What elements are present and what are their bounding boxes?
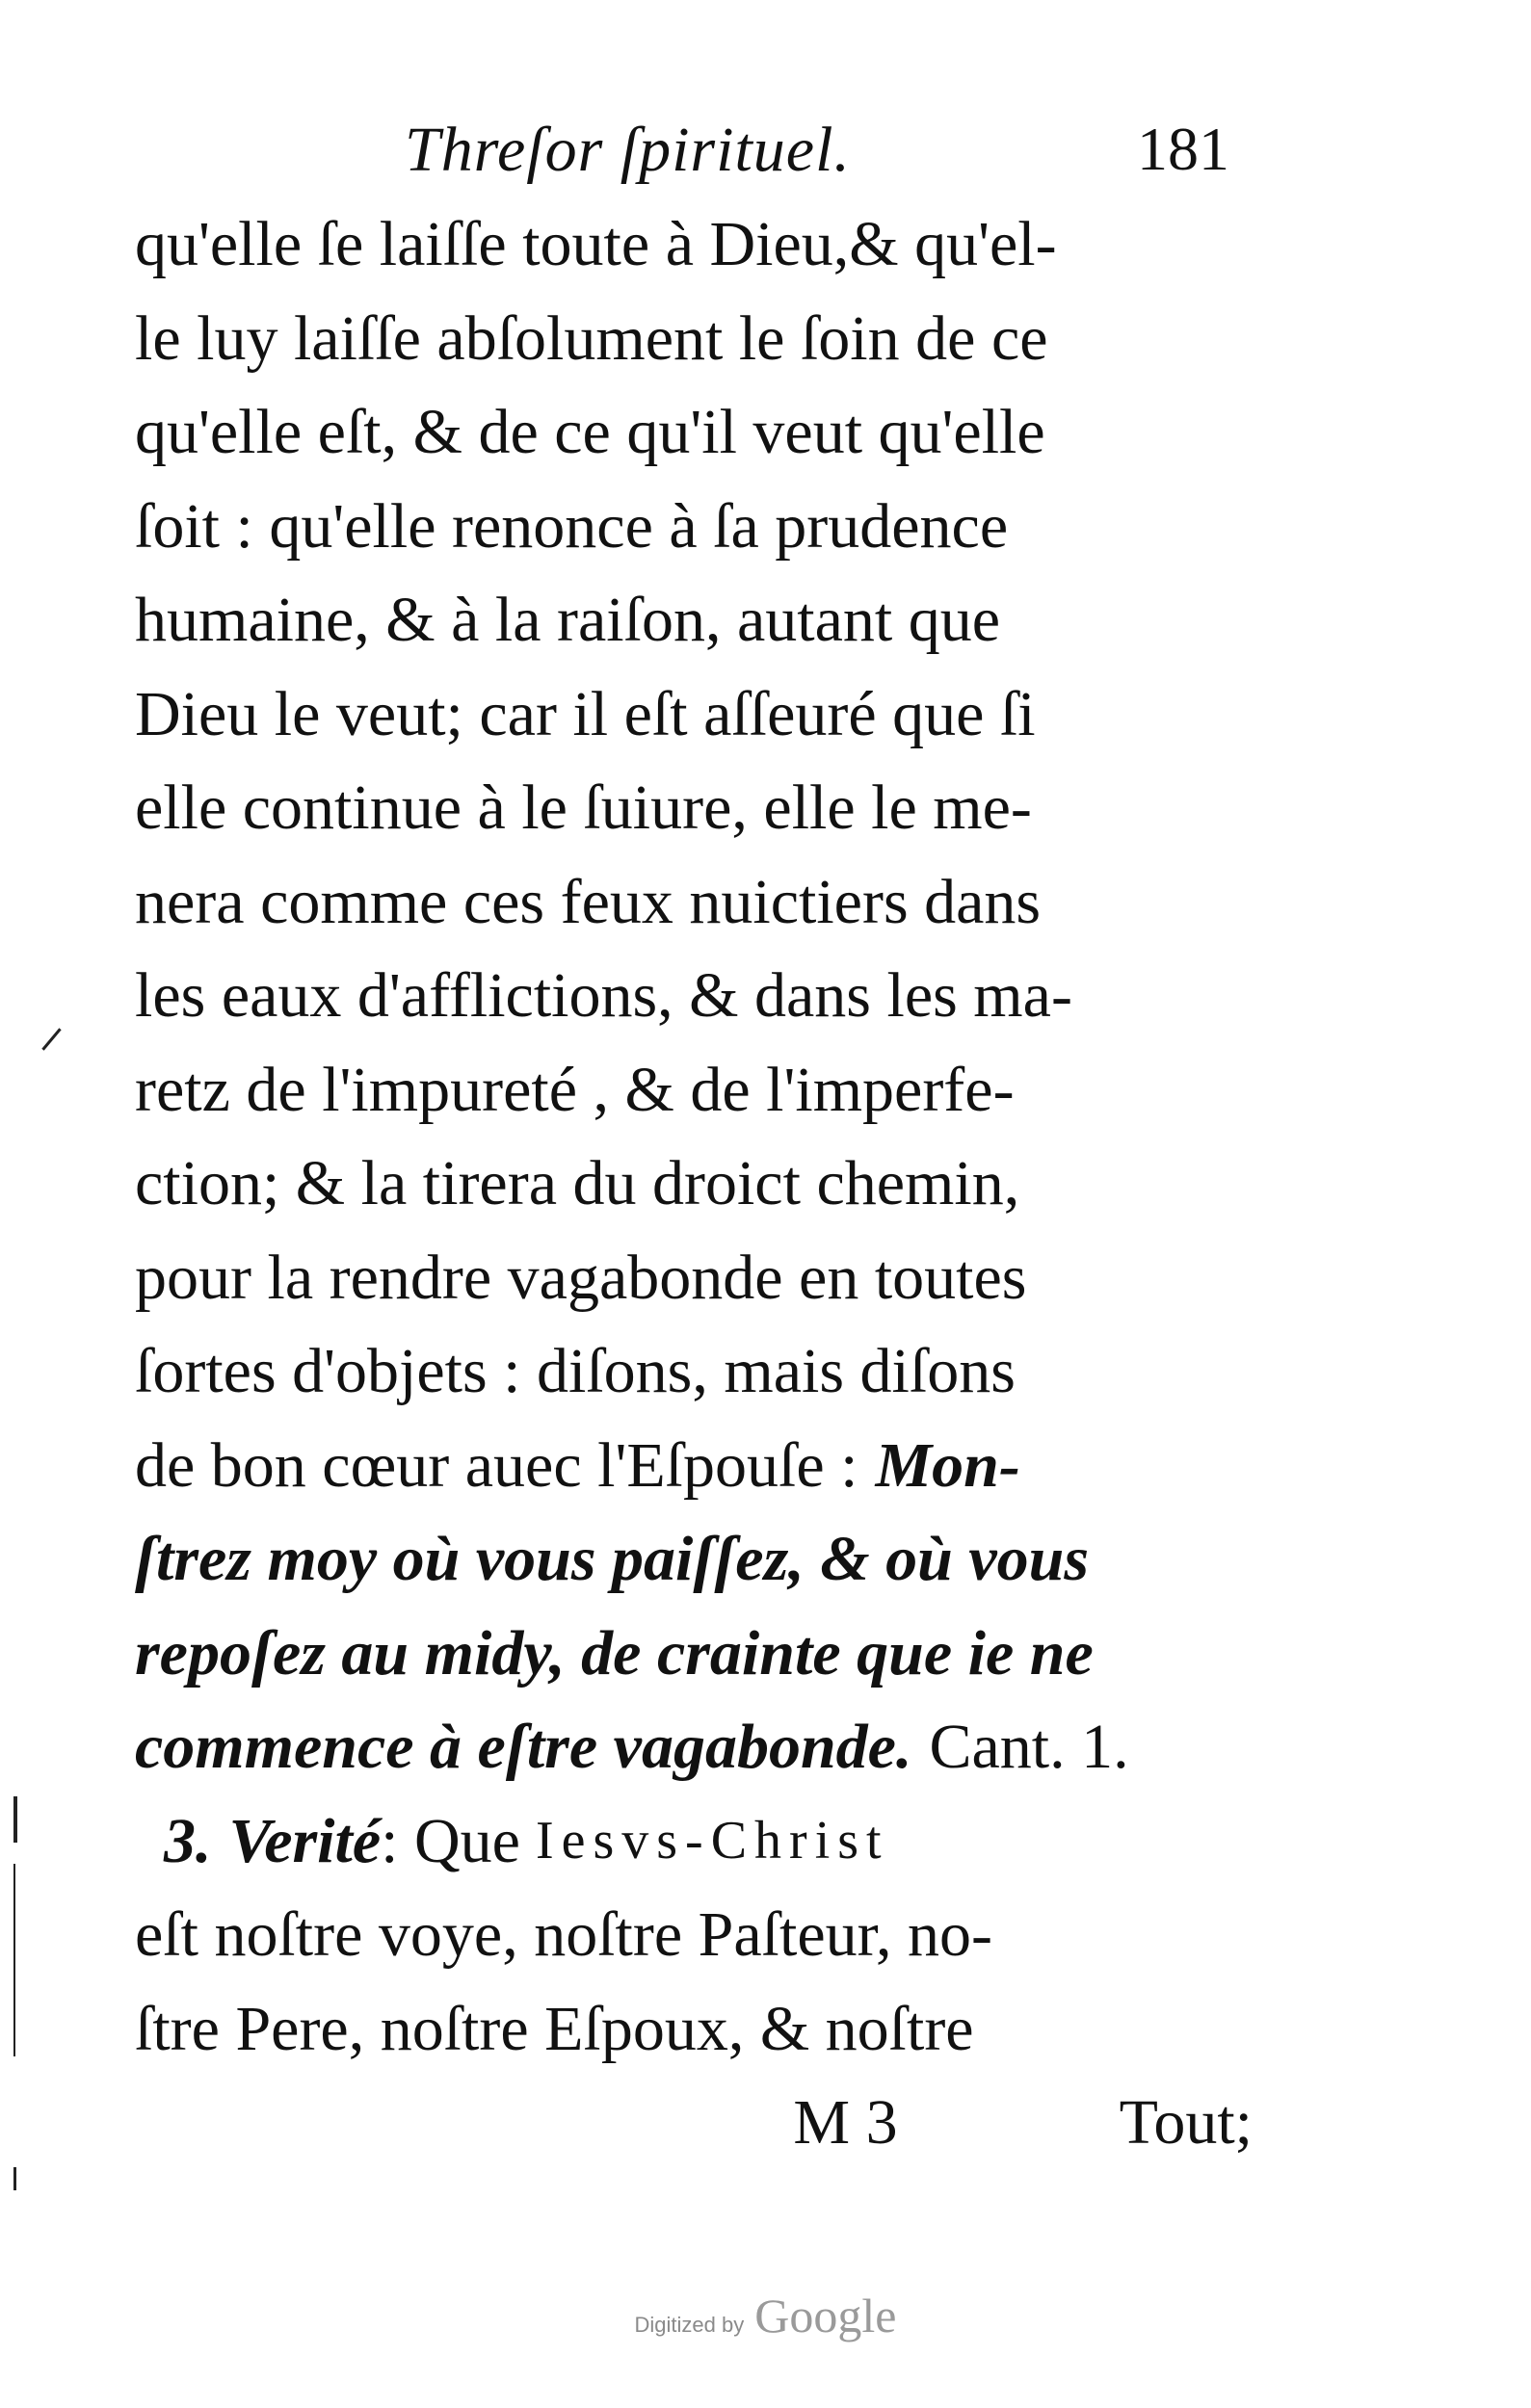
text-line: le luy laiſſe abſolument le ſoin de ce	[135, 302, 1048, 374]
text-line: ſoit : qu'elle renonce à ſa prudence	[135, 490, 1009, 562]
citation: Cant. 1.	[929, 1712, 1129, 1782]
text-line: nera comme ces feux nuictiers dans	[135, 866, 1042, 937]
signature-mark: M 3	[793, 2087, 898, 2158]
page-number: 181	[1137, 115, 1229, 183]
text-line: ction; & la tirera du droict chemin,	[135, 1148, 1020, 1218]
name-smallcaps: Iesvs-Christ	[535, 1810, 889, 1871]
italic-line: ſtrez moy où vous paiſſez, & où vous	[135, 1524, 1089, 1594]
roman-text: : Que	[381, 1805, 520, 1876]
running-head	[405, 114, 1272, 191]
italic-line: repoſez au midy, de crainte que ie ne	[135, 1617, 1094, 1688]
google-logo: Google	[754, 2289, 897, 2343]
text-line: qu'elle eſt, & de ce qu'il veut qu'elle	[135, 397, 1045, 467]
text-line: elle continue à le ſuiure, elle le me-	[135, 772, 1032, 843]
italic-text: Mon-	[875, 1429, 1020, 1501]
text-line: qu'elle ſe laiſſe toute à Dieu,& qu'el-	[135, 209, 1057, 279]
running-title: Threſor ſpirituel.	[405, 115, 851, 185]
text-line: humaine, & à la raiſon, autant que	[135, 585, 1001, 655]
verite-heading-line	[135, 1794, 1272, 1889]
margin-mark	[13, 2167, 16, 2190]
text-line-mixed	[135, 1700, 1272, 1794]
text-line: ſtre Pere, noſtre Eſpoux, & noſtre	[135, 1993, 974, 2064]
margin-mark	[13, 1796, 17, 1843]
italic-text: commence à eſtre vagabonde.	[135, 1712, 912, 1782]
text-line: pour la rendre vagabonde en toutes	[135, 1242, 1027, 1313]
text-line: retz de l'impureté , & de l'imperfe-	[135, 1054, 1015, 1125]
text-line: Dieu le veut; car il eſt aſſeuré que ſi	[135, 678, 1036, 749]
margin-mark	[13, 1864, 15, 2056]
roman-text: de bon cœur auec l'Eſpouſe :	[135, 1429, 858, 1501]
section-number: 3.	[164, 1805, 212, 1876]
text-line-mixed	[135, 1419, 1272, 1513]
signature-line	[135, 2076, 1272, 2170]
section-label: Verité	[228, 1805, 382, 1876]
digitized-watermark: Digitized by Google	[634, 2289, 897, 2343]
body-text	[135, 197, 1272, 2170]
text-line: les eaux d'afflictions, & dans les ma-	[135, 960, 1072, 1031]
text-line: ſortes d'objets : diſons, mais diſons	[135, 1336, 1016, 1406]
text-line: eſt noſtre voye, noſtre Paſteur, no-	[135, 1899, 992, 1970]
margin-mark	[41, 1028, 61, 1050]
catchword: Tout;	[1119, 2087, 1253, 2158]
